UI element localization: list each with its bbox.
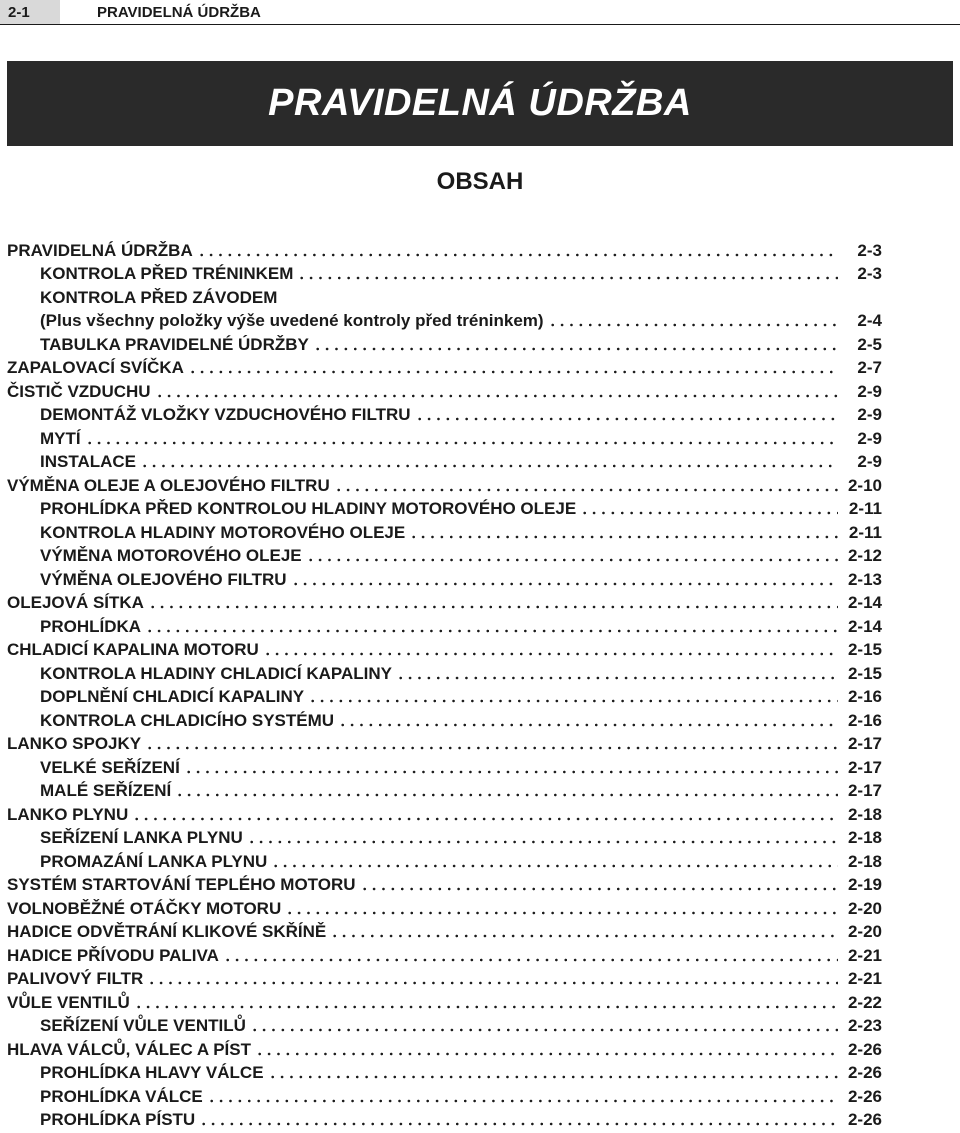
toc-dot-leader	[548, 323, 838, 327]
toc-entry-label: LANKO SPOJKY	[7, 734, 142, 753]
toc-entry-label: CHLADICÍ KAPALINA MOTORU	[7, 640, 259, 659]
title-banner	[7, 61, 953, 146]
toc-entry-label: ČISTIČ VZDUCHU	[7, 381, 151, 401]
toc-entry-label: PROMAZÁNÍ LANKA PLYNU	[40, 851, 268, 871]
toc-entry-page: 2-3	[857, 264, 882, 283]
toc-entry[interactable]	[7, 1013, 882, 1037]
toc-entry[interactable]	[7, 519, 882, 543]
toc-entry-label: MYTÍ	[40, 428, 81, 448]
toc-entry[interactable]	[7, 496, 882, 520]
toc-heading: OBSAH	[436, 168, 524, 195]
toc-entry-label: PROHLÍDKA	[40, 616, 142, 636]
toc-entry[interactable]	[7, 284, 882, 308]
toc-entry[interactable]	[7, 825, 882, 849]
toc-entry-label: (Plus všechny položky výše uvedené kontroly před tréninkem)	[40, 311, 544, 330]
toc-entry-page: 2-4	[857, 311, 882, 330]
toc-dot-leader	[263, 652, 838, 656]
toc-entry[interactable]	[7, 402, 882, 426]
toc-entry[interactable]	[7, 308, 882, 332]
toc-dot-leader	[155, 394, 838, 398]
toc-entry-page: 2-14	[847, 593, 882, 612]
toc-entry-page: 2-9	[857, 452, 882, 471]
toc-dot-leader	[188, 370, 838, 374]
toc-entry-label: VÝMĚNA MOTOROVÉHO OLEJE	[40, 546, 302, 565]
toc-entry-label: KONTROLA PŘED ZÁVODEM	[40, 287, 278, 307]
toc-entry[interactable]	[7, 543, 882, 567]
toc-dot-leader	[308, 699, 838, 703]
toc-entry[interactable]	[7, 1036, 882, 1060]
toc-dot-leader	[247, 840, 838, 844]
toc-entry-label: HADICE PŘÍVODU PALIVA	[7, 945, 219, 965]
toc-entry-page: 2-17	[847, 734, 882, 753]
toc-entry-page: 2-22	[847, 992, 882, 1012]
toc-entry[interactable]	[7, 355, 882, 379]
toc-entry-label: KONTROLA HLADINY CHLADICÍ KAPALINY	[40, 663, 392, 683]
toc-dot-leader	[147, 981, 838, 985]
toc-entry-label: PROHLÍDKA HLAVY VÁLCE	[40, 1063, 264, 1082]
table-of-contents	[7, 237, 882, 1130]
toc-entry-label: PALIVOVÝ FILTR	[7, 969, 144, 988]
toc-entry-page: 2-18	[847, 851, 882, 871]
toc-entry-page: 2-3	[857, 240, 882, 260]
toc-dot-leader	[580, 511, 838, 515]
toc-entry[interactable]	[7, 848, 882, 872]
toc-entry-page: 2-7	[857, 358, 882, 377]
toc-entry[interactable]	[7, 919, 882, 943]
toc-entry[interactable]	[7, 1083, 882, 1107]
toc-entry-page: 2-18	[847, 828, 882, 847]
toc-entry[interactable]	[7, 331, 882, 355]
toc-dot-leader	[197, 253, 838, 257]
toc-dot-leader	[360, 887, 838, 891]
toc-entry-page: 2-17	[847, 781, 882, 800]
toc-dot-leader	[223, 958, 838, 962]
toc-entry-label: VÝMĚNA OLEJE A OLEJOVÉHO FILTRU	[7, 475, 330, 495]
toc-entry[interactable]	[7, 778, 882, 802]
toc-entry-label: SYSTÉM STARTOVÁNÍ TEPLÉHO MOTORU	[7, 875, 356, 894]
toc-entry-label: VÝMĚNA OLEJOVÉHO FILTRU	[40, 569, 287, 589]
toc-entry-page: 2-20	[847, 898, 882, 918]
toc-entry-page: 2-16	[847, 687, 882, 706]
toc-entry-label: TABULKA PRAVIDELNÉ ÚDRŽBY	[40, 334, 309, 354]
toc-dot-leader	[134, 1005, 838, 1009]
toc-entry[interactable]	[7, 684, 882, 708]
toc-entry-page: 2-15	[847, 640, 882, 659]
toc-dot-leader	[184, 770, 838, 774]
toc-dot-leader	[250, 1028, 838, 1032]
toc-entry-label: VELKÉ SEŘÍZENÍ	[40, 757, 180, 777]
toc-entry[interactable]	[7, 1107, 882, 1131]
toc-entry-page: 2-17	[847, 757, 882, 777]
toc-dot-leader	[268, 1075, 838, 1079]
toc-entry-page: 2-10	[847, 475, 882, 495]
toc-entry-page: 2-26	[847, 1039, 882, 1059]
toc-entry-label: KONTROLA PŘED TRÉNINKEM	[40, 264, 294, 283]
toc-entry[interactable]	[7, 590, 882, 614]
toc-entry-label: PROHLÍDKA PŘED KONTROLOU HLADINY MOTOROVÉHO OLEJE	[40, 499, 577, 518]
toc-entry-label: PROHLÍDKA VÁLCE	[40, 1086, 203, 1106]
toc-dot-leader	[334, 488, 838, 492]
toc-entry-page: 2-19	[847, 875, 882, 894]
toc-entry[interactable]	[7, 660, 882, 684]
toc-dot-leader	[396, 676, 838, 680]
toc-entry-label: KONTROLA CHLADICÍHO SYSTÉMU	[40, 710, 335, 730]
toc-dot-leader	[409, 535, 838, 539]
page-title: PRAVIDELNÁ ÚDRŽBA	[268, 82, 692, 124]
toc-dot-leader	[285, 911, 838, 915]
toc-dot-leader	[330, 934, 838, 938]
toc-entry[interactable]	[7, 261, 882, 285]
toc-dot-leader	[415, 417, 838, 421]
toc-entry-page: 2-26	[847, 1063, 882, 1082]
toc-entry-label: SEŘÍZENÍ VŮLE VENTILŮ	[40, 1016, 246, 1035]
toc-entry[interactable]	[7, 425, 882, 449]
toc-entry-label: HLAVA VÁLCŮ, VÁLEC A PÍST	[7, 1039, 251, 1059]
toc-entry[interactable]	[7, 472, 882, 496]
toc-entry[interactable]	[7, 895, 882, 919]
toc-entry-label: HADICE ODVĚTRÁNÍ KLIKOVÉ SKŘÍNĚ	[7, 922, 327, 941]
toc-dot-leader	[207, 1099, 838, 1103]
toc-entry-page: 2-11	[848, 499, 882, 518]
toc-dot-leader	[255, 1052, 838, 1056]
toc-entry-label: INSTALACE	[40, 452, 137, 471]
toc-entry-label: MALÉ SEŘÍZENÍ	[40, 781, 172, 800]
toc-entry[interactable]	[7, 989, 882, 1013]
toc-entry-page: 2-16	[847, 710, 882, 730]
toc-dot-leader	[140, 464, 838, 468]
toc-entry-label: DEMONTÁŽ VLOŽKY VZDUCHOVÉHO FILTRU	[40, 405, 411, 424]
toc-entry-page: 2-26	[847, 1086, 882, 1106]
toc-entry-page: 2-11	[848, 522, 882, 542]
toc-entry[interactable]	[7, 1060, 882, 1084]
toc-entry-label: PRAVIDELNÁ ÚDRŽBA	[7, 240, 193, 260]
toc-entry[interactable]	[7, 237, 882, 261]
toc-entry-page: 2-18	[847, 804, 882, 824]
toc-dot-leader	[145, 629, 838, 633]
toc-entry-label: VŮLE VENTILŮ	[7, 992, 130, 1012]
toc-entry[interactable]	[7, 801, 882, 825]
toc-entry-label: SEŘÍZENÍ LANKA PLYNU	[40, 828, 243, 847]
toc-entry-label: ZAPALOVACÍ SVÍČKA	[7, 358, 184, 377]
toc-entry-label: LANKO PLYNU	[7, 804, 129, 824]
toc-entry-page: 2-13	[847, 569, 882, 589]
toc-entry-label: KONTROLA HLADINY MOTOROVÉHO OLEJE	[40, 522, 406, 542]
toc-entry[interactable]	[7, 872, 882, 896]
toc-dot-leader	[313, 347, 838, 351]
toc-entry[interactable]	[7, 566, 882, 590]
toc-dot-leader	[199, 1122, 838, 1126]
toc-entry-page: 2-26	[847, 1110, 882, 1129]
toc-entry-page: 2-9	[857, 381, 882, 401]
toc-entry[interactable]	[7, 613, 882, 637]
toc-entry-page: 2-12	[847, 546, 882, 565]
toc-entry[interactable]	[7, 754, 882, 778]
toc-dot-leader	[145, 746, 838, 750]
toc-dot-leader	[306, 558, 838, 562]
toc-entry-label: DOPLNĚNÍ CHLADICÍ KAPALINY	[40, 687, 305, 706]
toc-dot-leader	[175, 793, 838, 797]
toc-dot-leader	[85, 441, 838, 445]
toc-entry-page: 2-9	[857, 405, 882, 424]
page-number: 2-1	[0, 0, 60, 24]
toc-entry-page: 2-5	[857, 334, 882, 354]
toc-entry-page: 2-23	[847, 1016, 882, 1035]
toc-entry-label: PROHLÍDKA PÍSTU	[40, 1110, 196, 1129]
toc-entry-page: 2-20	[847, 922, 882, 941]
toc-entry-page: 2-21	[847, 945, 882, 965]
toc-entry-page: 2-9	[857, 428, 882, 448]
section-header: PRAVIDELNÁ ÚDRŽBA	[97, 3, 261, 21]
toc-dot-leader	[271, 864, 838, 868]
toc-entry-label: VOLNOBĚŽNÉ OTÁČKY MOTORU	[7, 898, 282, 918]
toc-dot-leader	[291, 582, 838, 586]
toc-entry[interactable]	[7, 731, 882, 755]
toc-entry[interactable]	[7, 942, 882, 966]
toc-dot-leader	[148, 605, 838, 609]
page-header	[0, 0, 960, 25]
toc-entry[interactable]	[7, 707, 882, 731]
toc-entry-label: OLEJOVÁ SÍTKA	[7, 593, 144, 612]
toc-entry-page: 2-14	[847, 616, 882, 636]
toc-dot-leader	[297, 276, 838, 280]
toc-entry[interactable]	[7, 966, 882, 990]
toc-entry-page: 2-21	[847, 969, 882, 988]
toc-entry[interactable]	[7, 378, 882, 402]
toc-entry[interactable]	[7, 449, 882, 473]
toc-entry-page: 2-15	[847, 663, 882, 683]
toc-dot-leader	[132, 817, 838, 821]
toc-entry[interactable]	[7, 637, 882, 661]
toc-dot-leader	[338, 723, 838, 727]
